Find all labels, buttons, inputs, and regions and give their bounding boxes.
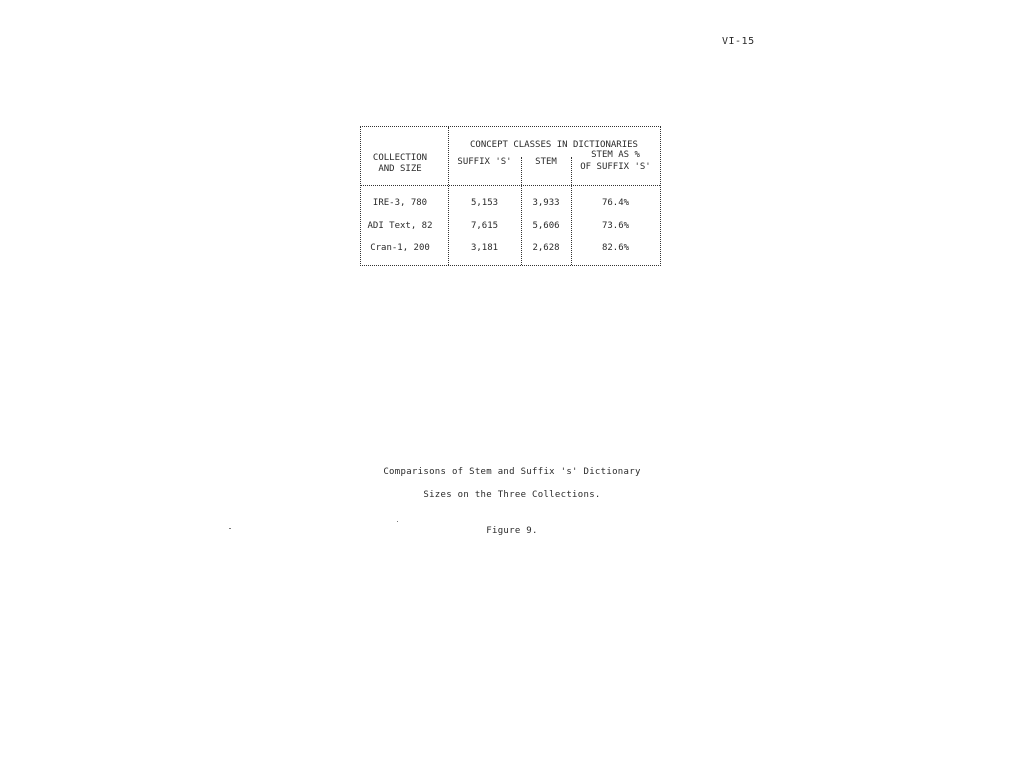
caption-line-1: Comparisons of Stem and Suffix 's' Dictionary <box>383 467 641 477</box>
row-1-collection: IRE-3, 780 <box>372 198 428 208</box>
row-2-suffix: 7,615 <box>470 221 499 231</box>
header-collection-line2: AND SIZE <box>378 164 422 174</box>
page-number: VI-15 <box>722 36 755 47</box>
table-header-rule <box>361 185 660 186</box>
dictionary-size-table <box>360 126 661 266</box>
row-1-suffix: 5,153 <box>470 198 499 208</box>
row-1-stem: 3,933 <box>532 198 560 208</box>
header-collection-line1: COLLECTION <box>372 153 428 163</box>
header-suffix: SUFFIX 'S' <box>457 157 512 167</box>
header-concept-classes: CONCEPT CLASSES IN DICTIONARIES <box>470 140 638 150</box>
header-stem: STEM <box>535 157 557 167</box>
row-3-collection: Cran-1, 200 <box>370 243 430 253</box>
scan-speck <box>229 528 231 529</box>
row-2-stem: 5,606 <box>532 221 560 231</box>
row-2-collection: ADI Text, 82 <box>367 221 433 231</box>
row-3-stem: 2,628 <box>532 243 560 253</box>
row-1-percent: 76.4% <box>601 198 630 208</box>
scan-speck <box>397 521 398 522</box>
header-percent-line1: STEM AS % <box>591 150 640 160</box>
figure-label: Figure 9. <box>486 526 538 536</box>
row-3-percent: 82.6% <box>601 243 630 253</box>
row-3-suffix: 3,181 <box>470 243 499 253</box>
header-percent-line2: OF SUFFIX 'S' <box>580 162 651 172</box>
caption-line-2: Sizes on the Three Collections. <box>423 490 601 500</box>
row-2-percent: 73.6% <box>601 221 630 231</box>
